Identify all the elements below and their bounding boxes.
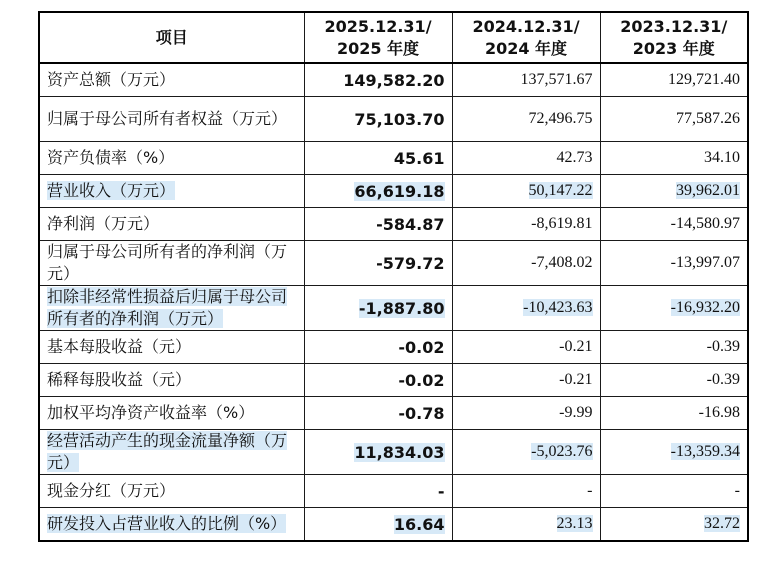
row-label-text: 加权平均净资产收益率（%） (47, 403, 255, 422)
cell-value: 39,962.01 (676, 182, 740, 199)
row-label-text: 经营活动产生的现金流量净额（万元） (47, 431, 288, 472)
cell-value: 66,619.18 (354, 181, 445, 201)
cell-2025 (304, 175, 452, 208)
row-label-text: 稀释每股收益（元） (47, 370, 192, 389)
cell-2023 (600, 97, 748, 142)
cell-2023 (600, 430, 748, 475)
row-label (39, 208, 304, 241)
cell-2023 (600, 208, 748, 241)
row-label (39, 63, 304, 97)
row-label (39, 142, 304, 175)
cell-value: 77,587.26 (676, 110, 740, 127)
row-label (39, 475, 304, 508)
row-label (39, 241, 304, 286)
cell-value: -0.78 (398, 403, 445, 423)
row-label (39, 508, 304, 542)
cell-2023 (600, 241, 748, 286)
row-label (39, 331, 304, 364)
cell-2023 (600, 63, 748, 97)
table-row (39, 508, 748, 542)
row-label-text: 扣除非经常性损益后归属于母公司所有者的净利润（万元） (47, 287, 288, 328)
cell-value: 50,147.22 (528, 182, 593, 199)
cell-2025 (304, 475, 452, 508)
cell-2025 (304, 364, 452, 397)
cell-value: 45.61 (393, 148, 445, 168)
cell-2025 (304, 331, 452, 364)
row-label (39, 286, 304, 331)
cell-value: 149,582.20 (343, 70, 445, 90)
cell-value: -579.72 (376, 253, 445, 273)
table-header-row (39, 12, 748, 63)
row-label (39, 397, 304, 430)
table-row (39, 175, 748, 208)
cell-value: -8,619.81 (531, 215, 593, 232)
cell-value: -1,887.80 (358, 298, 445, 318)
cell-value: -5,023.76 (531, 443, 593, 460)
cell-value: -16,932.20 (670, 299, 740, 316)
cell-value: -7,408.02 (531, 254, 593, 271)
cell-value: 42.73 (556, 149, 593, 166)
cell-value: 16.64 (393, 514, 445, 534)
row-label (39, 430, 304, 475)
table-row (39, 208, 748, 241)
cell-value: -0.21 (559, 338, 593, 355)
cell-2024 (452, 142, 600, 175)
cell-2023 (600, 364, 748, 397)
cell-value: 72,496.75 (528, 110, 593, 127)
cell-2024 (452, 397, 600, 430)
cell-value: -16.98 (698, 404, 740, 421)
table-row (39, 397, 748, 430)
row-label (39, 97, 304, 142)
cell-2024 (452, 175, 600, 208)
cell-2025 (304, 508, 452, 542)
cell-value: 129,721.40 (668, 71, 740, 88)
cell-2024 (452, 208, 600, 241)
cell-2023 (600, 475, 748, 508)
cell-2023 (600, 286, 748, 331)
cell-2024 (452, 364, 600, 397)
row-label-text: 归属于母公司所有者权益（万元） (47, 109, 288, 128)
cell-value: -0.39 (706, 338, 740, 355)
cell-2023 (600, 508, 748, 542)
cell-value: -0.39 (706, 371, 740, 388)
cell-2025 (304, 63, 452, 97)
cell-value: -10,423.63 (523, 299, 593, 316)
row-label-text: 现金分红（万元） (47, 481, 176, 500)
cell-value: - (437, 481, 445, 501)
cell-2024 (452, 508, 600, 542)
cell-value: 32.72 (704, 515, 740, 532)
header-item: 项目 (39, 12, 304, 63)
cell-2025 (304, 142, 452, 175)
row-label-text: 研发投入占营业收入的比例（%） (47, 514, 287, 533)
cell-value: -0.02 (398, 370, 445, 390)
table-row (39, 63, 748, 97)
cell-value: -13,997.07 (670, 254, 740, 271)
table-row (39, 286, 748, 331)
row-label-text: 归属于母公司所有者的净利润（万元） (47, 242, 288, 283)
cell-2024 (452, 331, 600, 364)
cell-2025 (304, 286, 452, 331)
cell-value: -13,359.34 (670, 443, 740, 460)
table-row (39, 430, 748, 475)
header-2025: 2025.12.31/ 2025 年度 (304, 12, 452, 63)
cell-2024 (452, 286, 600, 331)
cell-2025 (304, 430, 452, 475)
cell-value: -9.99 (559, 404, 593, 421)
cell-value: - (587, 482, 593, 499)
cell-value: -14,580.97 (670, 215, 740, 232)
cell-2023 (600, 175, 748, 208)
cell-2024 (452, 97, 600, 142)
table-row (39, 241, 748, 286)
cell-value: 23.13 (556, 515, 593, 532)
cell-2024 (452, 430, 600, 475)
table-row (39, 97, 748, 142)
table-row (39, 142, 748, 175)
header-2024: 2024.12.31/ 2024 年度 (452, 12, 600, 63)
row-label (39, 364, 304, 397)
row-label-text: 基本每股收益（元） (47, 337, 192, 356)
cell-2024 (452, 241, 600, 286)
financial-summary-table (38, 11, 749, 542)
cell-value: 75,103.70 (354, 109, 445, 129)
cell-2025 (304, 397, 452, 430)
row-label-text: 营业收入（万元） (47, 181, 176, 200)
row-label-text: 净利润（万元） (47, 214, 160, 233)
cell-2023 (600, 331, 748, 364)
cell-2025 (304, 241, 452, 286)
table-row (39, 475, 748, 508)
cell-2025 (304, 97, 452, 142)
table-row (39, 364, 748, 397)
row-label-text: 资产负债率（%） (47, 148, 175, 167)
cell-2024 (452, 63, 600, 97)
cell-2025 (304, 208, 452, 241)
cell-value: 137,571.67 (520, 71, 593, 88)
cell-value: 34.10 (704, 149, 740, 166)
cell-value: 11,834.03 (354, 442, 445, 462)
row-label (39, 175, 304, 208)
header-2023: 2023.12.31/ 2023 年度 (600, 12, 748, 63)
cell-value: -0.02 (398, 337, 445, 357)
cell-2023 (600, 142, 748, 175)
table-row (39, 331, 748, 364)
cell-2023 (600, 397, 748, 430)
cell-value: - (734, 482, 740, 499)
cell-value: -0.21 (559, 371, 593, 388)
cell-2024 (452, 475, 600, 508)
row-label-text: 资产总额（万元） (47, 70, 176, 89)
cell-value: -584.87 (376, 214, 445, 234)
